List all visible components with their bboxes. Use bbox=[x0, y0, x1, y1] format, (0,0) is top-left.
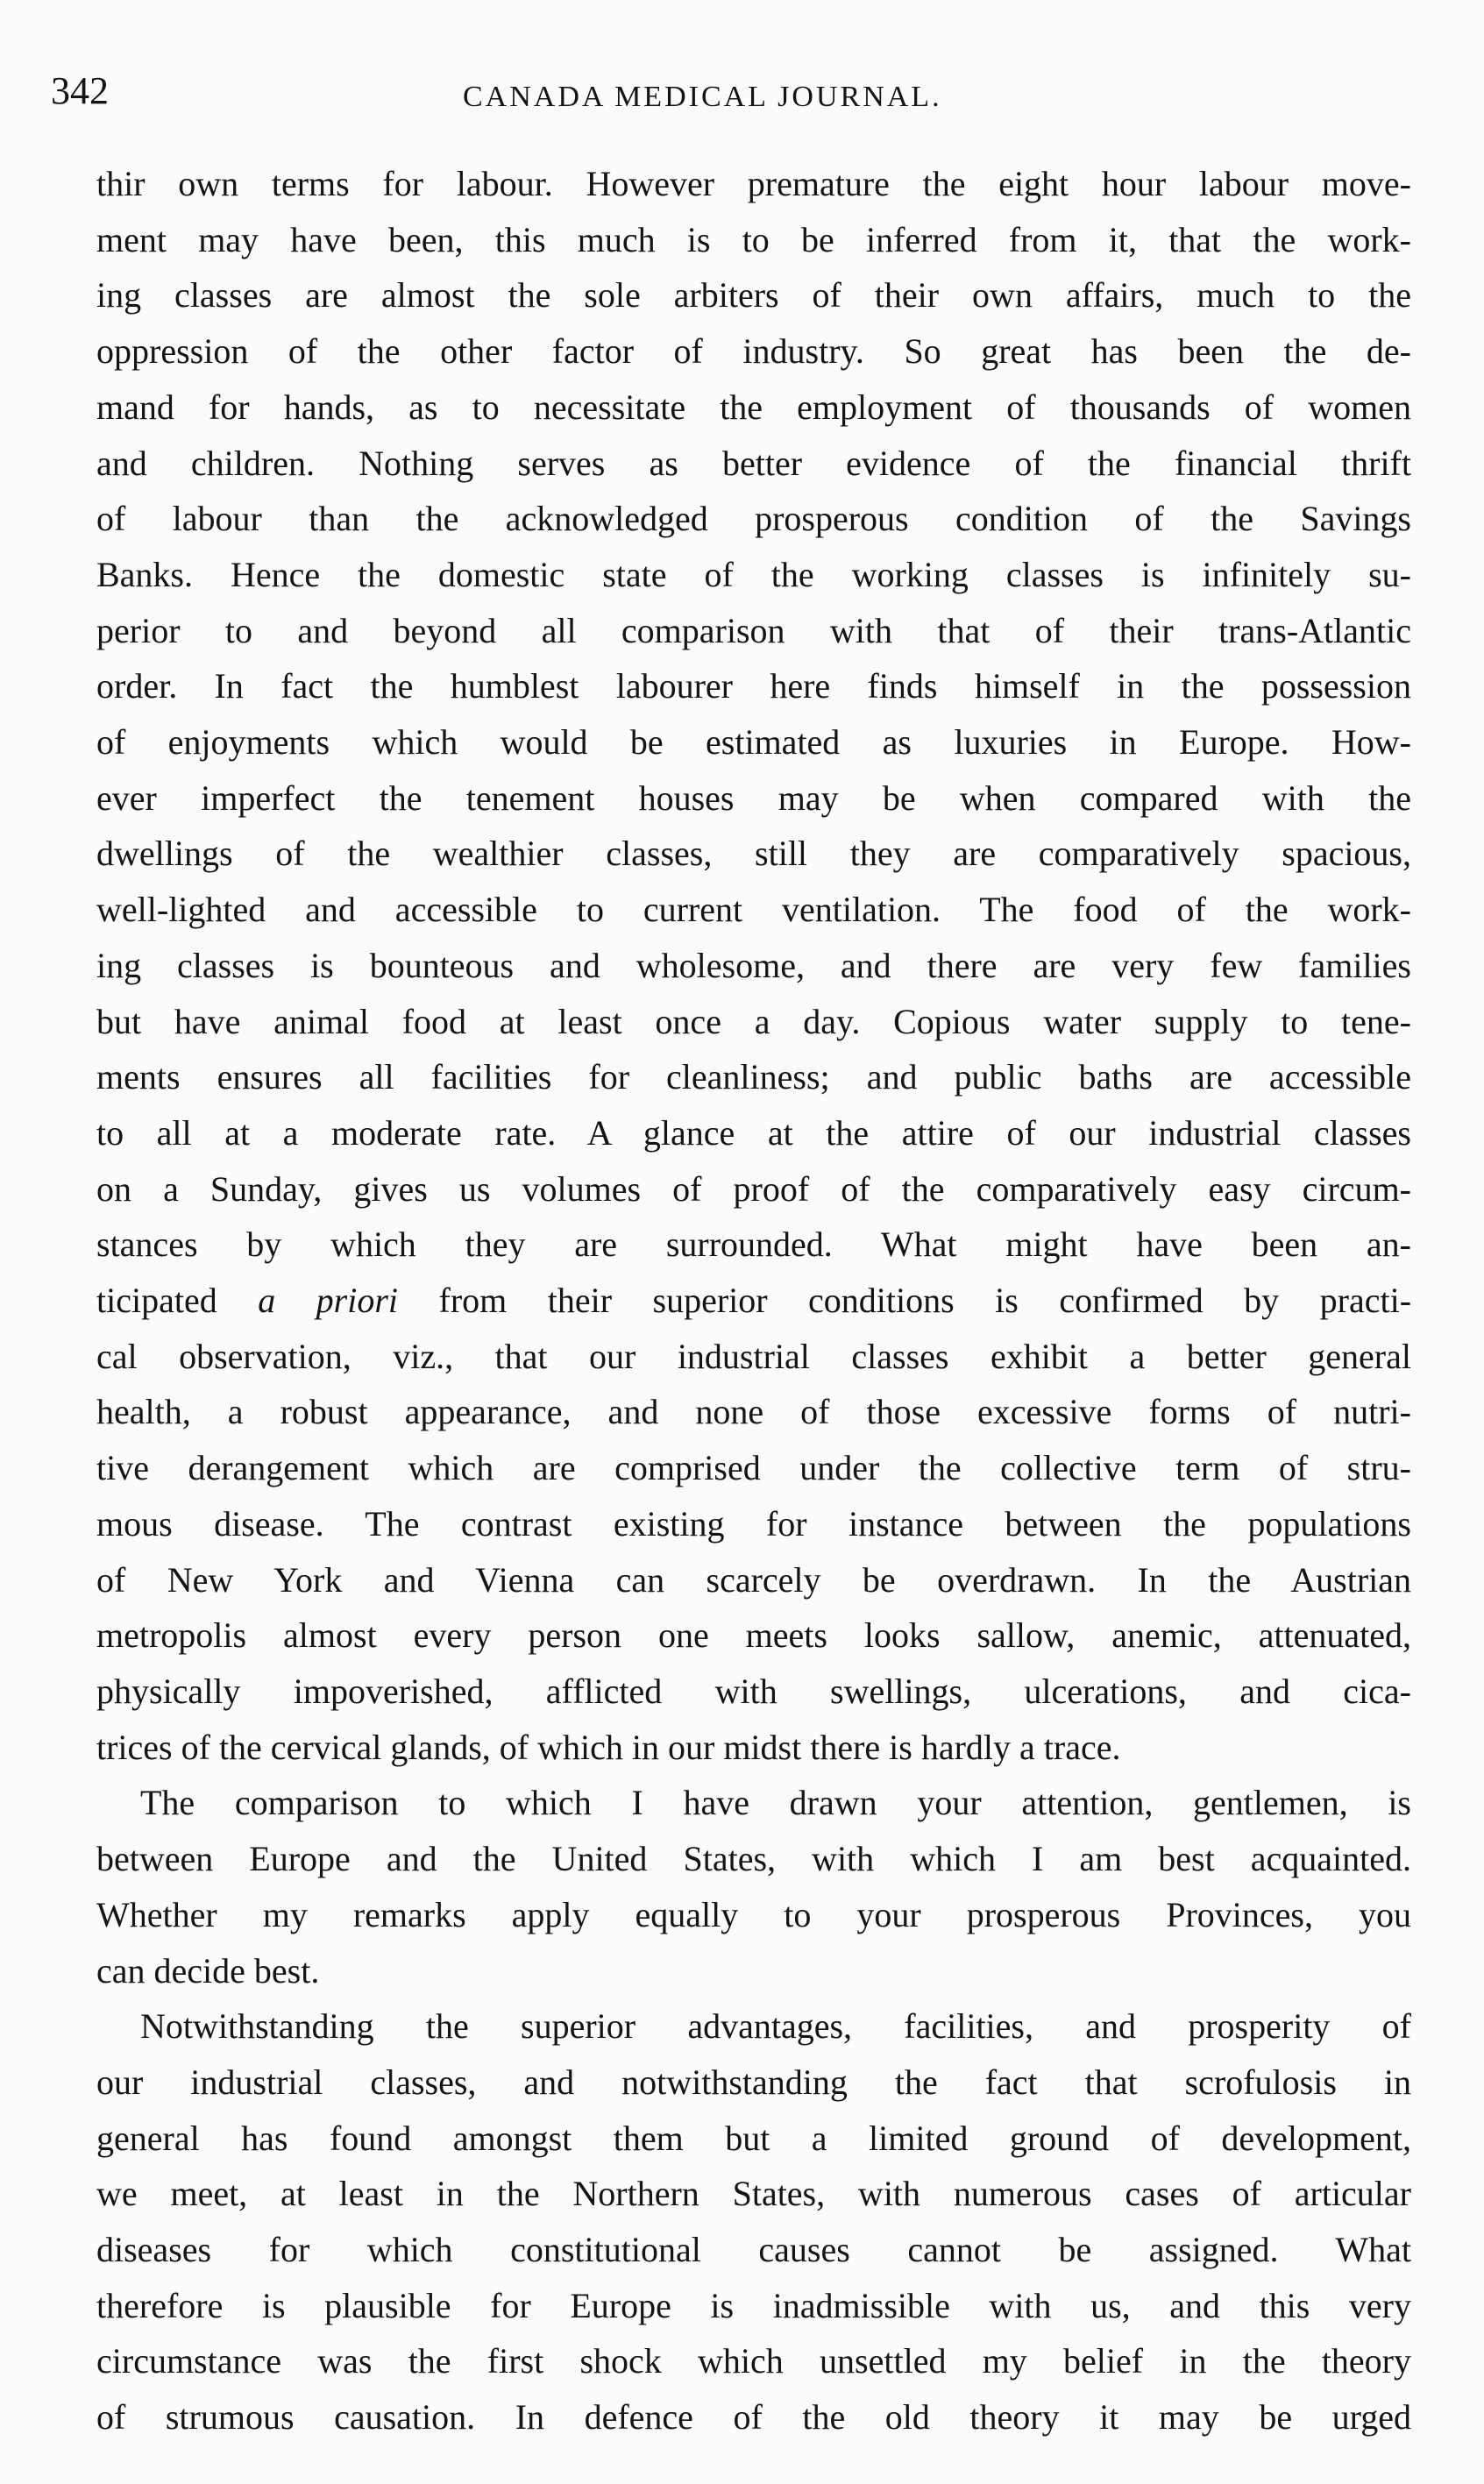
italic-phrase: a priori bbox=[258, 1281, 399, 1321]
page-number: 342 bbox=[51, 69, 109, 112]
text-line: ment may have been, this much is to be inferred from it, that the work- bbox=[96, 219, 1411, 259]
running-head bbox=[51, 68, 1418, 130]
text-line: health, a robust appearance, and none of those excessive forms of nutri- bbox=[96, 1392, 1411, 1432]
text-line-with-italic bbox=[96, 1273, 1411, 1329]
text-line: ments ensures all facilities for cleanliness; and public baths are accessible bbox=[96, 1057, 1411, 1097]
body-text bbox=[96, 156, 1411, 2445]
text-line: ing classes is bounteous and wholesome, and there are very few families bbox=[96, 945, 1411, 985]
text-line: we meet, at least in the Northern States, with numerous cases of articular bbox=[96, 2174, 1411, 2214]
text-line: oppression of the other factor of industry. So great has been the de- bbox=[96, 331, 1411, 372]
text-line: well-lighted and accessible to current ventilation. The food of the work- bbox=[96, 890, 1411, 930]
text-line: and children. Nothing serves as better evidence of the financial thrift bbox=[96, 443, 1411, 483]
text-line: stances by which they are surrounded. What might have been an- bbox=[96, 1224, 1411, 1265]
paragraph-2 bbox=[96, 1775, 1411, 1998]
text-line: physically impoverished, afflicted with swellings, ulcerations, and cica- bbox=[96, 1671, 1411, 1711]
text-line: general has found amongst them but a limited ground of development, bbox=[96, 2118, 1411, 2158]
text-line: of strumous causation. In defence of the old theory it may be urged bbox=[96, 2397, 1411, 2438]
text-line: Whether my remarks apply equally to your prosperous Provinces, you bbox=[96, 1894, 1411, 1934]
text-line: circumstance was the first shock which unsettled my belief in the theory bbox=[96, 2341, 1411, 2381]
text-line: on a Sunday, gives us volumes of proof of the comparatively easy circum- bbox=[96, 1168, 1411, 1209]
text-line: dwellings of the wealthier classes, still they are comparatively spacious, bbox=[96, 834, 1411, 874]
text-line: mous disease. The contrast existing for instance between the populations bbox=[96, 1503, 1411, 1544]
text-run: from their superior conditions is confirmed by practi- bbox=[398, 1281, 1412, 1321]
text-line: of enjoyments which would be estimated as luxuries in Europe. How- bbox=[96, 722, 1411, 763]
text-line: tive derangement which are comprised under the collective term of stru- bbox=[96, 1448, 1411, 1488]
text-line: perior to and beyond all comparison with that of their trans-Atlantic bbox=[96, 610, 1411, 650]
text-line: diseases for which constitutional causes cannot be assigned. What bbox=[96, 2230, 1411, 2270]
text-line: The comparison to which I have drawn your attention, gentlemen, is bbox=[140, 1783, 1411, 1823]
text-line: ever imperfect the tenement houses may be when compared with the bbox=[96, 777, 1411, 818]
text-line: cal observation, viz., that our industrial classes exhibit a better general bbox=[96, 1336, 1411, 1376]
text-line: order. In fact the humblest labourer here finds himself in the possession bbox=[96, 666, 1411, 706]
text-line: between Europe and the United States, with which I am best acquainted. bbox=[96, 1839, 1411, 1879]
text-line: of labour than the acknowledged prosperous condition of the Savings bbox=[96, 499, 1411, 539]
paragraph-1 bbox=[96, 156, 1411, 1775]
text-line: our industrial classes, and notwithstanding the fact that scrofulosis in bbox=[96, 2062, 1411, 2102]
journal-title: CANADA MEDICAL JOURNAL. bbox=[463, 81, 942, 113]
text-run: ticipated bbox=[96, 1281, 259, 1321]
text-line: Notwithstanding the superior advantages, facilities, and prosperity of bbox=[140, 2006, 1411, 2047]
text-line: ing classes are almost the sole arbiters of their own affairs, much to the bbox=[96, 275, 1411, 316]
text-line: therefore is plausible for Europe is inadmissible with us, and this very bbox=[96, 2285, 1411, 2325]
text-line: metropolis almost every person one meets looks sallow, anemic, attenuated, bbox=[96, 1615, 1411, 1656]
text-line: Banks. Hence the domestic state of the working classes is infinitely su- bbox=[96, 554, 1411, 594]
text-line: trices of the cervical glands, of which in our midst there is hardly a trace. bbox=[96, 1727, 1121, 1767]
text-line: of New York and Vienna can scarcely be overdrawn. In the Austrian bbox=[96, 1559, 1411, 1600]
text-line: but have animal food at least once a day. Copious water supply to tene- bbox=[96, 1001, 1411, 1041]
text-line: to all at a moderate rate. A glance at the attire of our industrial classes bbox=[96, 1112, 1411, 1153]
paragraph-3 bbox=[96, 1998, 1411, 2445]
text-line: can decide best. bbox=[96, 1950, 320, 1991]
text-line: mand for hands, as to necessitate the employment of thousands of women bbox=[96, 387, 1411, 427]
text-line: thir own terms for labour. However premature the eight hour labour move- bbox=[96, 164, 1411, 203]
